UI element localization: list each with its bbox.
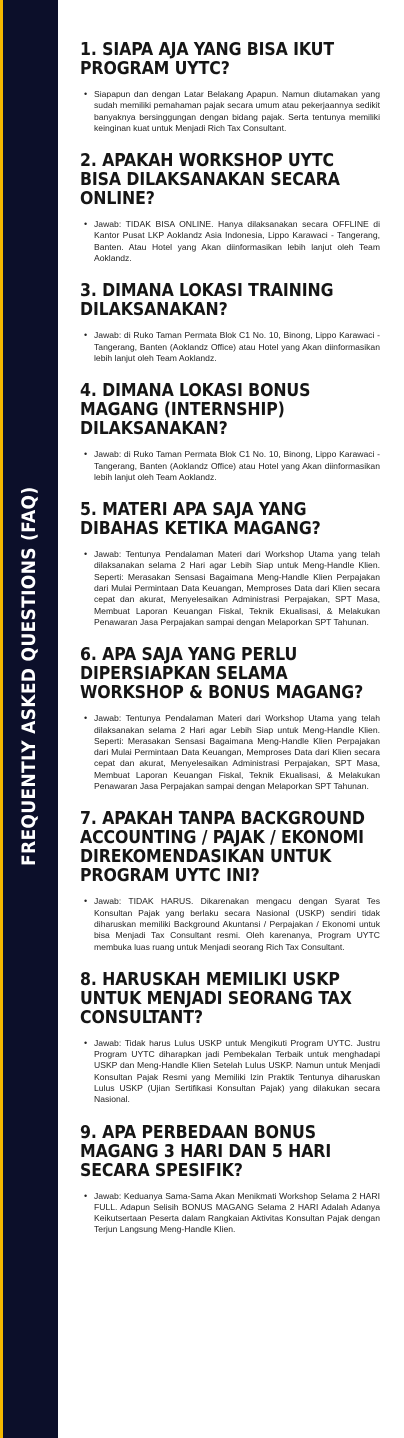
sidebar-title: FREQUENTLY ASKED QUESTIONS (FAQ) [18, 486, 40, 866]
gold-accent-bar [0, 0, 3, 1438]
faq-question: 5. MATERI APA SAJA YANG DIBAHAS KETIKA MAGANG? [80, 500, 321, 540]
faq-question: 4. DIMANA LOKASI BONUS MAGANG (INTERNSHIP) DILAKSANAKAN? [80, 381, 311, 440]
faq-question: 8. HARUSKAH MEMILIKI USKP UNTUK MENJADI SEORANG TAX CONSULTANT? [80, 969, 352, 1028]
faq-item [80, 646, 380, 792]
faq-question: 6. APA SAJA YANG PERLU DIPERSIAPKAN SELAMA WORKSHOP & BONUS MAGANG? [80, 645, 364, 704]
faq-item [80, 152, 380, 264]
faq-answer: • Jawab: Tentunya Pendalaman Materi dari Workshop Utama yang telah dilaksanakan selama 2 Hari agar Lebih Siap untuk Meng-Handle Klien. Seperti: Merasakan Sensasi Bagaimana Meng-Handle Klien Perpajakan dari Mulai Permintaan Data Keuangan, Memproses Data dari Klien secara cepat dan akurat, Menyelesaikan Administrasi Perpajakan, SPT Masa, Membuat Laporan Keuangan Fiskal, Teknik Ekualisasi, & Melakukan Penawaran Jasa Perpajakan sampai dengan Melaporkan SPT Tahunan. [80, 549, 380, 628]
sidebar [0, 0, 58, 1438]
faq-answer: • Jawab: Tentunya Pendalaman Materi dari Workshop Utama yang telah dilaksanakan selama 2 Hari agar Lebih Siap untuk Meng-Handle Klien. Seperti: Merasakan Sensasi Bagaimana Meng-Handle Klien Perpajakan dari Mulai Permintaan Data Keuangan, Memproses Data dari Klien secara cepat dan akurat, Menyelesaikan Administrasi Perpajakan, SPT Masa, Membuat Laporan Keuangan Fiskal, Teknik Ekualisasi, & Melakukan Penawaran Jasa Perpajakan sampai dengan Melaporkan SPT Tahunan. [80, 713, 380, 792]
faq-item [80, 282, 380, 364]
faq-question: 2. APAKAH WORKSHOP UYTC BISA DILAKSANAKAN SECARA ONLINE? [80, 151, 340, 210]
faq-item [80, 1124, 380, 1236]
faq-answer: • Jawab: di Ruko Taman Permata Blok C1 No. 10, Binong, Lippo Karawaci - Tangerang, Banten (Aoklandz Office) atau Hotel yang Akan diinformasikan lebih lanjut oleh Team Aoklandz. [80, 449, 380, 483]
faq-answer: • Jawab: Keduanya Sama-Sama Akan Menikmati Workshop Selama 2 HARI FULL. Adapun Selisih BONUS MAGANG Selama 2 HARI Adalah Adanya Keikutsertaan Peserta dalam Rangkaian Aktivitas Konsultan Pajak dengan Terjun Langsung Meng-Handle Klien. [80, 1191, 380, 1236]
faq-list [80, 41, 380, 1254]
faq-answer: • Jawab: TIDAK BISA ONLINE. Hanya dilaksanakan secara OFFLINE di Kantor Pusat LKP Aoklandz Asia Indonesia, Lippo Karawaci - Tangerang, Banten. Atau Hotel yang Akan diinformasikan lebih lanjut oleh Team Aoklandz. [80, 219, 380, 264]
faq-item [80, 810, 380, 952]
faq-item [80, 971, 380, 1106]
faq-question: 9. APA PERBEDAAN BONUS MAGANG 3 HARI DAN 5 HARI SECARA SPESIFIK? [80, 1122, 332, 1181]
faq-answer: • Jawab: TIDAK HARUS. Dikarenakan mengacu dengan Syarat Tes Konsultan Pajak yang berlaku secara Nasional (USKP) sendiri tidak diharuskan memiliki Background Akuntansi / Perpajakan / Ekonomi untuk bisa Menjadi Tax Consultant resmi. Oleh karenanya, Program UYTC membuka luas ruang untuk Menjadi seorang Rich Tax Consultant. [80, 896, 380, 952]
faq-answer: • Jawab: Tidak harus Lulus USKP untuk Mengikuti Program UYTC. Justru Program UYTC diharapkan jadi Pembekalan Terbaik untuk menghadapi USKP dan Meng-Handle Klien Setelah Lulus USKP. Namun untuk Menjadi Konsultan Pajak Resmi yang Memiliki Izin Praktik Tentunya diharuskan Lulus USKP (Ujian Sertifikasi Konsultan Pajak) yang dilakukan secara Nasional. [80, 1038, 380, 1106]
faq-answer: • Jawab: di Ruko Taman Permata Blok C1 No. 10, Binong, Lippo Karawaci - Tangerang, Banten (Aoklandz Office) atau Hotel yang Akan diinformasikan lebih lanjut oleh Team Aoklandz. [80, 330, 380, 364]
faq-item [80, 382, 380, 483]
faq-answer: • Siapapun dan dengan Latar Belakang Apapun. Namun diutamakan yang sudah memiliki pemahaman pajak secara umum atau pekerjaannya sedikit banyaknya bersinggungan dengan bidang pajak. Serta tentunya memiliki keinginan kuat untuk Menjadi Rich Tax Consultant. [80, 89, 380, 134]
faq-item [80, 501, 380, 628]
faq-item [80, 41, 380, 134]
faq-question: 7. APAKAH TANPA BACKGROUND ACCOUNTING / PAJAK / EKONOMI DIREKOMENDASIKAN UNTUK PROGRAM UYTC INI? [80, 809, 365, 887]
faq-question: 1. SIAPA AJA YANG BISA IKUT PROGRAM UYTC? [80, 40, 334, 79]
faq-question: 3. DIMANA LOKASI TRAINING DILAKSANAKAN? [80, 281, 334, 321]
